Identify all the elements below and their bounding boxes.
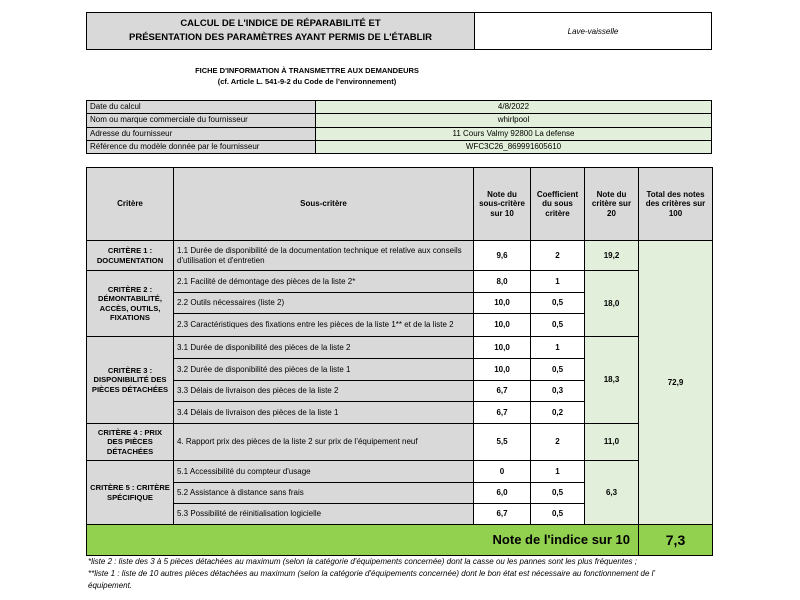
sub-criterion-label: 5.3 Possibilité de réinitialisation logicielle: [174, 504, 474, 525]
sub-criterion-label: 5.1 Accessibilité du compteur d'usage: [174, 461, 474, 483]
info-label: Date du calcul: [87, 101, 316, 114]
criterion-score: 18,0: [585, 271, 639, 337]
info-row: [87, 140, 712, 153]
table-row: [87, 424, 713, 461]
criterion-name: CRITÈRE 4 : PRIX DES PIÈCES DÉTACHÉES: [87, 424, 174, 461]
sub-criterion-score: 6,7: [474, 381, 531, 402]
fiche-title: FICHE D'INFORMATION À TRANSMETTRE AUX DEMANDEURS: [195, 66, 419, 75]
info-label: Adresse du fournisseur: [87, 127, 316, 140]
result-value: 7,3: [639, 525, 713, 556]
sub-criterion-label: 5.2 Assistance à distance sans frais: [174, 483, 474, 504]
total-score: 72,9: [639, 241, 713, 525]
info-row: [87, 127, 712, 140]
fiche-reference: (cf. Article L. 541-9-2 du Code de l’environnement): [217, 77, 397, 86]
sub-criterion-score: 9,6: [474, 241, 531, 271]
footnote-list-1: **liste 1 : liste de 10 autres pièces détachées au maximum (selon la catégorie d'équipements concernée) dont le bon état est nécessaire au fonctionnement de l’: [88, 569, 656, 578]
sub-criterion-coefficient: 0,5: [531, 483, 585, 504]
sub-criterion-coefficient: 1: [531, 337, 585, 359]
info-label: Référence du modèle donnée par le fournisseur: [87, 140, 316, 153]
table-row: [87, 461, 713, 483]
result-row: [87, 525, 713, 556]
criterion-name: CRITÈRE 1 : DOCUMENTATION: [87, 241, 174, 271]
sub-criterion-score: 5,5: [474, 424, 531, 461]
sub-criterion-score: 10,0: [474, 337, 531, 359]
sub-criterion-score: 6,7: [474, 402, 531, 424]
supplier-info-table: [86, 100, 712, 154]
sub-criterion-score: 10,0: [474, 293, 531, 314]
table-row: [87, 271, 713, 293]
title-line-2: PRÉSENTATION DES PARAMÈTRES AYANT PERMIS DE L'ÉTABLIR: [129, 32, 432, 43]
sub-criterion-coefficient: 0,5: [531, 293, 585, 314]
sub-criterion-coefficient: 2: [531, 241, 585, 271]
sub-criterion-score: 8,0: [474, 271, 531, 293]
sub-criterion-score: 10,0: [474, 314, 531, 337]
sub-criterion-label: 3.3 Délais de livraison des pièces de la liste 2: [174, 381, 474, 402]
sub-criterion-coefficient: 2: [531, 424, 585, 461]
column-header-criterion-score: Note du critère sur 20: [585, 168, 639, 241]
sub-criterion-label: 4. Rapport prix des pièces de la liste 2 sur prix de l’équipement neuf: [174, 424, 474, 461]
sub-criterion-label: 1.1 Durée de disponibilité de la documentation technique et relative aux conseils d'utilisation et d'entretien: [174, 241, 474, 271]
criterion-name: CRITÈRE 2 : DÉMONTABILITÉ, ACCÈS, OUTILS, FIXATIONS: [87, 271, 174, 337]
column-header-sub-criterion: Sous-critère: [174, 168, 474, 241]
info-row: [87, 114, 712, 127]
product-category: Lave-vaisselle: [475, 13, 712, 50]
sub-criterion-score: 6,7: [474, 504, 531, 525]
title-box: [86, 12, 712, 50]
sub-criterion-coefficient: 0,5: [531, 314, 585, 337]
info-value: 4/8/2022: [316, 101, 712, 114]
table-row: [87, 337, 713, 359]
table-row: [87, 241, 713, 271]
info-value: WFC3C26_869991605610: [316, 140, 712, 153]
title-line-1: CALCUL DE L'INDICE DE RÉPARABILITÉ ET: [180, 18, 381, 29]
sub-criterion-label: 3.1 Durée de disponibilité des pièces de la liste 2: [174, 337, 474, 359]
criterion-score: 19,2: [585, 241, 639, 271]
sub-criterion-score: 6,0: [474, 483, 531, 504]
info-value: whirlpool: [316, 114, 712, 127]
criterion-score: 18,3: [585, 337, 639, 424]
footnote-list-2: *liste 2 : liste des 3 à 5 pièces détachées au maximum (selon la catégorie d'équipements concernée) dont la casse ou les pannes sont les plus fréquentes ;: [88, 557, 637, 566]
table-header-row: [87, 168, 713, 241]
sub-criterion-coefficient: 0,5: [531, 504, 585, 525]
sub-criterion-coefficient: 0,3: [531, 381, 585, 402]
criterion-name: CRITÈRE 5 : CRITÈRE SPÉCIFIQUE: [87, 461, 174, 525]
repairability-table: [86, 167, 713, 556]
info-label: Nom ou marque commerciale du fournisseur: [87, 114, 316, 127]
sub-criterion-score: 10,0: [474, 359, 531, 381]
criterion-name: CRITÈRE 3 : DISPONIBILITÉ DES PIÈCES DÉTACHÉES: [87, 337, 174, 424]
document-title: [87, 13, 475, 50]
criterion-score: 6,3: [585, 461, 639, 525]
criterion-score: 11,0: [585, 424, 639, 461]
sub-criterion-score: 0: [474, 461, 531, 483]
fiche-heading: [157, 65, 457, 87]
info-row: [87, 101, 712, 114]
footnotes: [88, 556, 655, 592]
result-label: Note de l'indice sur 10: [87, 525, 639, 556]
sub-criterion-coefficient: 0,5: [531, 359, 585, 381]
sub-criterion-label: 2.3 Caractéristiques des fixations entre les pièces de la liste 1** et de la liste 2: [174, 314, 474, 337]
column-header-sub-score: Note du sous-critère sur 10: [474, 168, 531, 241]
info-value: 11 Cours Valmy 92800 La defense: [316, 127, 712, 140]
column-header-coefficient: Coefficient du sous critère: [531, 168, 585, 241]
footnote-list-1-continued: équipement.: [88, 581, 133, 590]
sub-criterion-coefficient: 1: [531, 461, 585, 483]
sub-criterion-label: 3.4 Délais de livraison des pièces de la liste 1: [174, 402, 474, 424]
sub-criterion-label: 3.2 Durée de disponibilité des pièces de la liste 1: [174, 359, 474, 381]
sub-criterion-coefficient: 0,2: [531, 402, 585, 424]
sub-criterion-label: 2.1 Facilité de démontage des pièces de la liste 2*: [174, 271, 474, 293]
sub-criterion-label: 2.2 Outils nécessaires (liste 2): [174, 293, 474, 314]
sub-criterion-coefficient: 1: [531, 271, 585, 293]
column-header-total: Total des notes des critères sur 100: [639, 168, 713, 241]
column-header-criterion: Critère: [87, 168, 174, 241]
